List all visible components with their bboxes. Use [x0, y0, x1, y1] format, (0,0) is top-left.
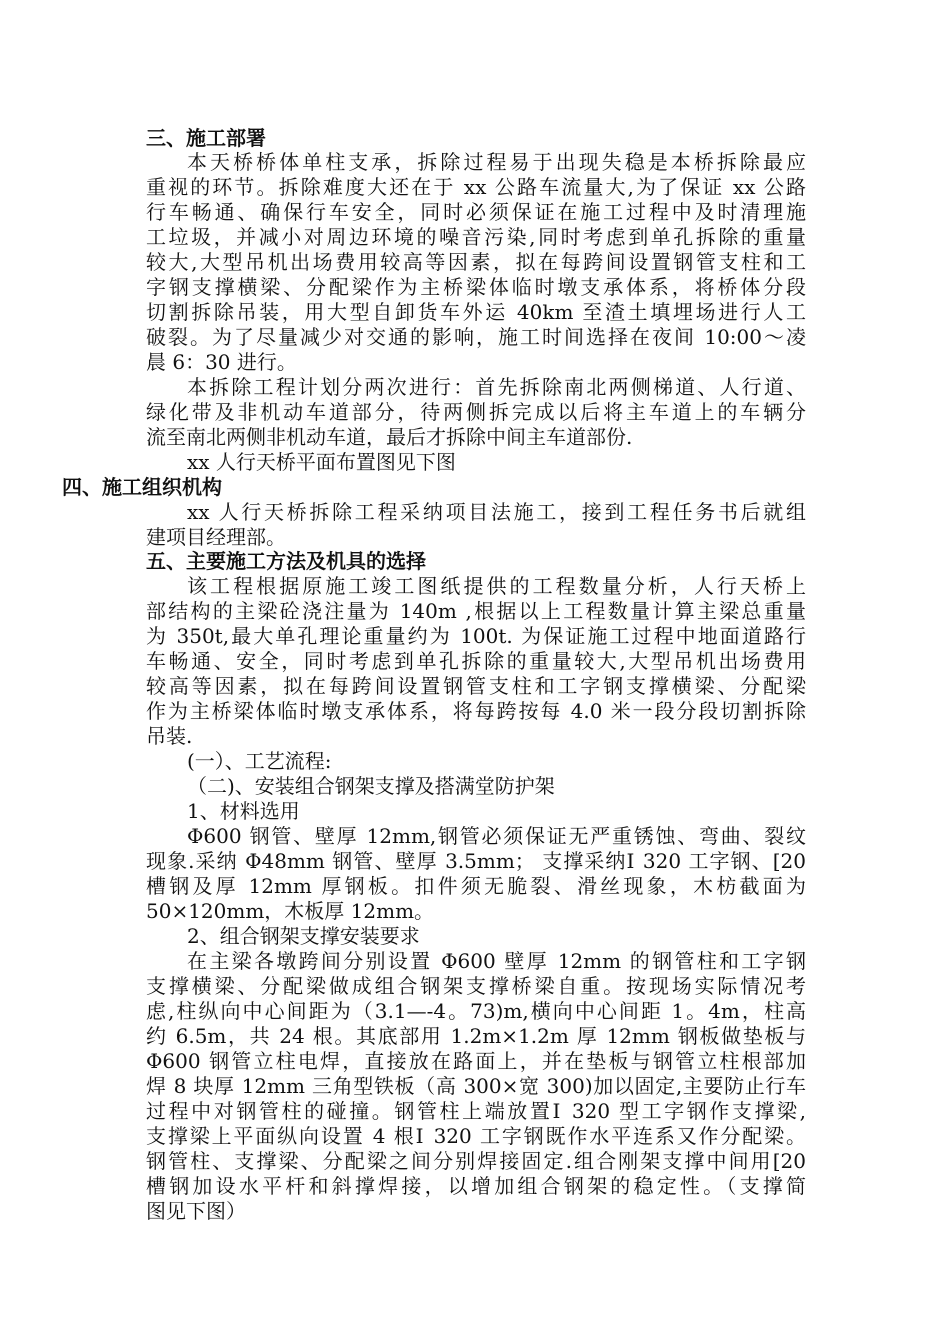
text-line: 部结构的主梁砼浇注量为 140m ,根据以上工程数量计算主梁总重量 — [146, 599, 806, 623]
text-line: 建项目经理部。 — [146, 525, 286, 549]
section-heading-3: 三、施工部署 — [146, 126, 266, 150]
text-line: 虑,柱纵向中心间距为（3.1—-4。73)m,横向中心间距 1。4m，柱高 — [146, 999, 806, 1023]
text-line: 支撑横梁、分配梁做成组合钢架支撑桥梁自重。按现场实际情况考 — [146, 974, 806, 998]
text-line: xx 人行天桥平面布置图见下图 — [187, 450, 456, 474]
subheading: 2、组合钢架支撑安装要求 — [187, 924, 420, 948]
text-line: 工垃圾，并减小对周边环境的噪音污染,同时考虑到单孔拆除的重量 — [146, 225, 806, 249]
text-line: Φ600 钢管立柱电焊，直接放在路面上，并在垫板与钢管立柱根部加 — [146, 1049, 806, 1073]
text-line: 过程中对钢管柱的碰撞。钢管柱上端放置Ⅰ 320 型工字钢作支撑梁, — [146, 1099, 806, 1123]
text-line: 现象.采纳 Φ48mm 钢管、壁厚 3.5mm； 支撑采纳Ⅰ 320 工字钢、[20 — [146, 849, 806, 873]
text-line: 50×120mm，木板厚 12mm。 — [146, 899, 435, 923]
text-line: 槽钢及厚 12mm 厚钢板。扣件须无脆裂、滑丝现象，木枋截面为 — [146, 874, 806, 898]
text-line: 图见下图） — [146, 1199, 246, 1223]
text-line: 本天桥桥体单柱支承，拆除过程易于出现失稳是本桥拆除最应 — [187, 150, 806, 174]
section-heading-4: 四、施工组织机构 — [62, 475, 222, 499]
text-line: 重视的环节。拆除难度大还在于 xx 公路车流量大,为了保证 xx 公路 — [146, 175, 806, 199]
text-line: 在主梁各墩跨间分别设置 Φ600 壁厚 12mm 的钢管柱和工字钢 — [187, 949, 806, 973]
text-line: 本拆除工程计划分两次进行：首先拆除南北两侧梯道、人行道、 — [187, 375, 806, 399]
text-line: 字钢支撑横梁、分配梁作为主桥梁体临时墩支承体系，将桥体分段 — [146, 275, 806, 299]
text-line: 为 350t,最大单孔理论重量约为 100t. 为保证施工过程中地面道路行 — [146, 624, 806, 648]
text-line: xx 人行天桥拆除工程采纳项目法施工，接到工程任务书后就组 — [187, 500, 806, 524]
text-line: 行车畅通、确保行车安全，同时必须保证在施工过程中及时清理施 — [146, 200, 806, 224]
text-line: 破裂。为了尽量减少对交通的影响，施工时间选择在夜间 10:00～凌 — [146, 325, 806, 349]
text-line: 较高等因素，拟在每跨间设置钢管支柱和工字钢支撑横梁、分配梁 — [146, 674, 806, 698]
text-line: 焊 8 块厚 12mm 三角型铁板（高 300×宽 300)加以固定,主要防止行车 — [146, 1074, 806, 1098]
text-line: 晨 6：30 进行。 — [146, 350, 297, 374]
text-line: 槽钢加设水平杆和斜撑焊接，以增加组合钢架的稳定性。（支撑简 — [146, 1174, 806, 1198]
text-line: 车畅通、安全，同时考虑到单孔拆除的重量较大,大型吊机出场费用 — [146, 649, 806, 673]
subheading: 1、材料选用 — [187, 799, 300, 823]
text-line: 切割拆除吊装，用大型自卸货车外运 40km 至渣土填埋场进行人工 — [146, 300, 806, 324]
text-line: Φ600 钢管、壁厚 12mm,钢管必须保证无严重锈蚀、弯曲、裂纹 — [187, 824, 806, 848]
text-line: 该工程根据原施工竣工图纸提供的工程数量分析，人行天桥上 — [187, 574, 806, 598]
text-line: 较大,大型吊机出场费用较高等因素，拟在每跨间设置钢管支柱和工 — [146, 250, 806, 274]
section-heading-5: 五、主要施工方法及机具的选择 — [146, 549, 426, 573]
text-line: 吊装. — [146, 724, 193, 748]
subheading: (一）、工艺流程: — [187, 749, 332, 773]
text-line: 绿化带及非机动车道部分，待两侧拆完成以后将主车道上的车辆分 — [146, 400, 806, 424]
text-line: 作为主桥梁体临时墩支承体系，将每跨按每 4.0 米一段分段切割拆除 — [146, 699, 806, 723]
subheading: （二)、安装组合钢架支撑及搭满堂防护架 — [187, 774, 555, 798]
text-line: 流至南北两侧非机动车道，最后才拆除中间主车道部份. — [146, 425, 633, 449]
text-line: 钢管柱、支撑梁、分配梁之间分别焊接固定.组合刚架支撑中间用[20 — [146, 1149, 806, 1173]
text-line: 约 6.5m，共 24 根。其底部用 1.2m×1.2m 厚 12mm 钢板做垫板与 — [146, 1024, 806, 1048]
text-line: 支撑梁上平面纵向设置 4 根Ⅰ 320 工字钢既作水平连系又作分配梁。 — [146, 1124, 806, 1148]
